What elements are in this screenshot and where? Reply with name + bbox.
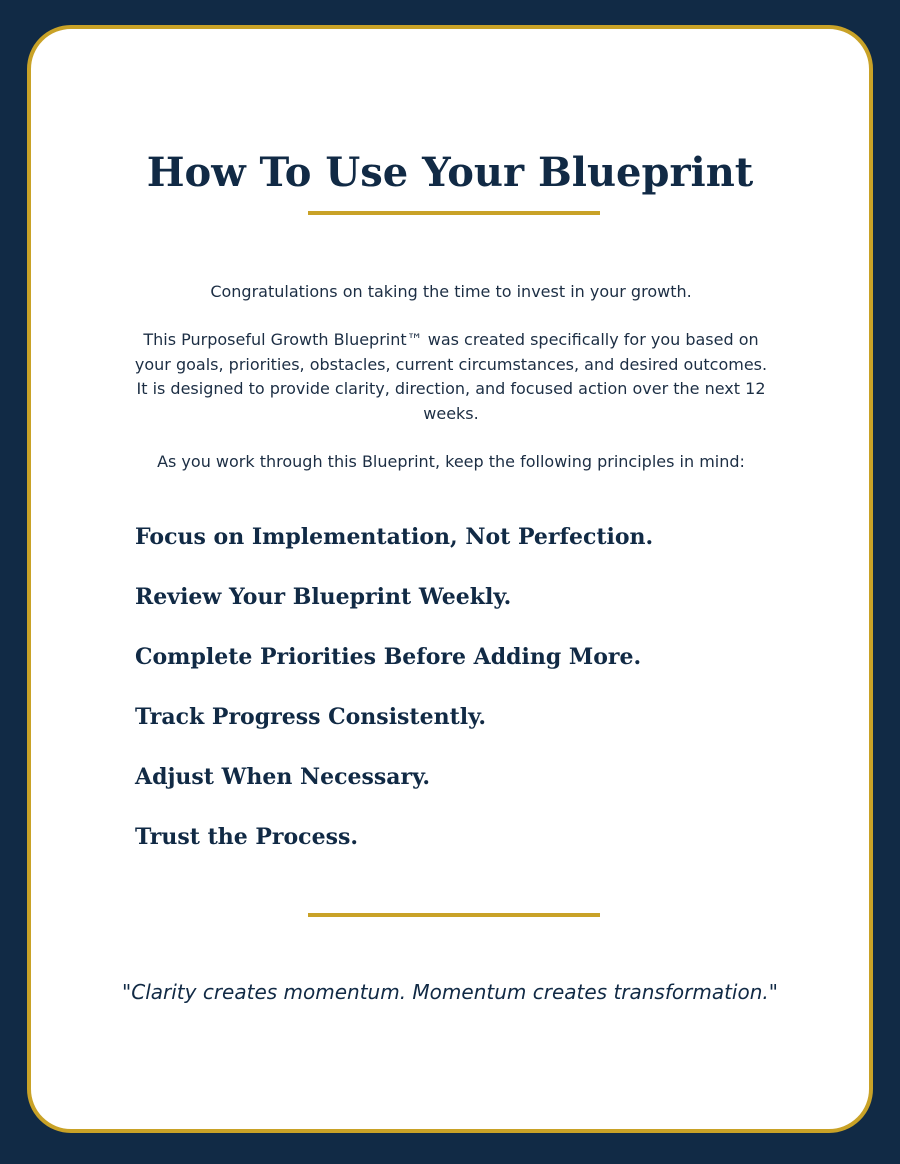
principle-item: Focus on Implementation, Not Perfection. <box>135 524 654 550</box>
blueprint-card <box>27 25 873 1133</box>
principle-item: Review Your Blueprint Weekly. <box>135 584 512 610</box>
principle-item: Adjust When Necessary. <box>135 764 431 790</box>
principles-list <box>135 517 835 877</box>
principle-item: Track Progress Consistently. <box>135 704 487 730</box>
intro-principles-lead: As you work through this Blueprint, keep the following principles in mind: <box>157 452 745 471</box>
intro-description: This Purposeful Growth Blueprint™ was created specifically for you based on your goals, priorities, obstacles, current circumstances, and desired outcomes. It is designed to provide clarity, direction, and focused action over the next 12 weeks. <box>134 330 768 423</box>
intro-congratulations: Congratulations on taking the time to invest in your growth. <box>210 282 692 301</box>
title-divider <box>308 211 600 215</box>
principle-item: Complete Priorities Before Adding More. <box>135 644 642 670</box>
closing-quote: "Clarity creates momentum. Momentum creates transformation." <box>122 980 778 1004</box>
quote-divider <box>308 913 600 917</box>
principle-item: Trust the Process. <box>135 824 359 850</box>
page-title: How To Use Your Blueprint <box>146 149 754 196</box>
